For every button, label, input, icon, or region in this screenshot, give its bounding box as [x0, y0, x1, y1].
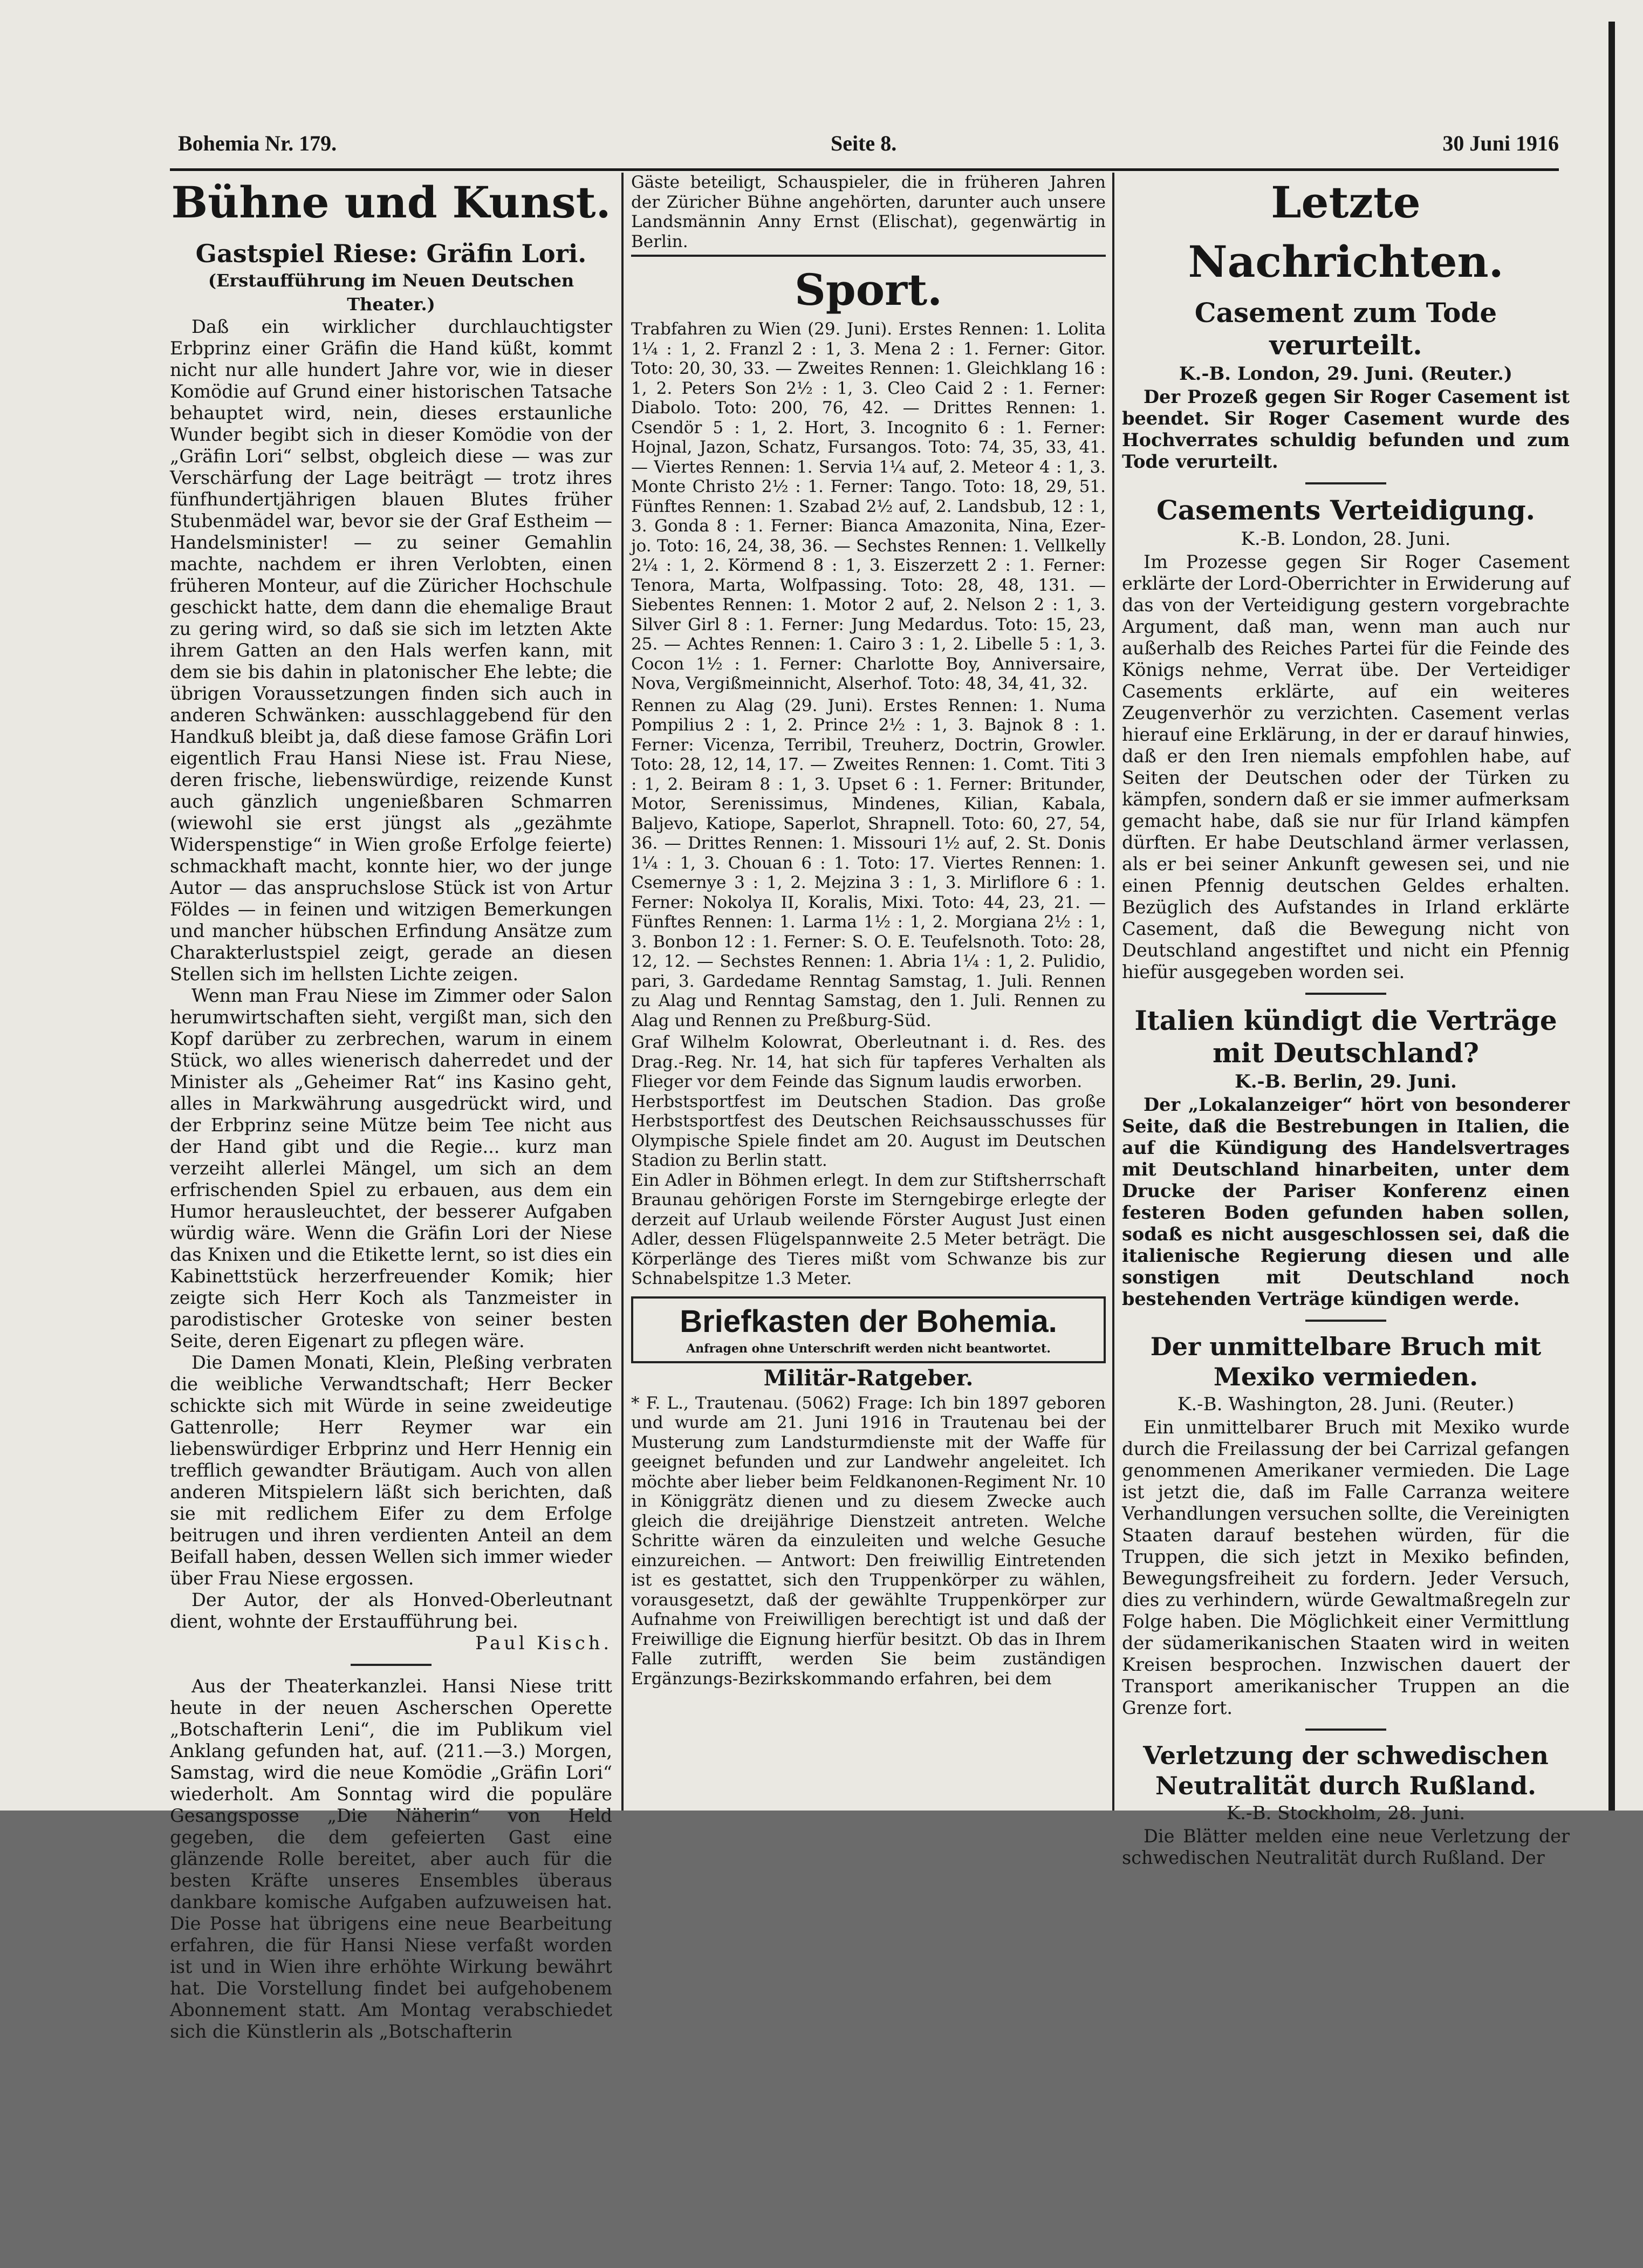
header-rule	[170, 168, 1559, 171]
article-headline: Italien kündigt die Verträge mit Deutschland?	[1134, 1005, 1557, 1069]
article-paragraph: * F. L., Trautenau. (5062) Frage: Ich bin 1897 geboren und wurde am 21. Juni 1916 in Trautenau bei der Musterung zum Landsturmdienste mit der Waffe für geeignet befunden und zur Landwehr angeleitet. Ich möchte aber lieber beim Feldkanonen-Regiment Nr. 10 in Königgrätz dienen und zu diesem Zwecke auch gleich die dreijährige Dienstzeit antreten. Welche Schritte wären da einzuleiten und welche Gesuche einzureichen. — Antwort: Den freiwillig Eintretenden ist es gestattet, sich den Truppenkörper zu wählen, vorausgesetzt, daß der gewählte Truppenkörper zur Aufnahme von Freiwilligen berechtigt ist und daß der Freiwillige die Eignung hierfür besitzt. Ob das in Ihrem Falle zutrifft, werden Sie beim zuständigen Ergänzungs-Bezirkskommando erfahren, bei dem	[631, 1393, 1106, 1689]
page-header	[178, 131, 1559, 163]
article-paragraph: Der Prozeß gegen Sir Roger Casement ist beendet. Sir Roger Casement wurde des Hochverrates schuldig befunden und zum Tode verurteilt.	[1122, 386, 1570, 472]
article-dateline: K.-B. Washington, 28. Juni. (Reuter.)	[1177, 1393, 1515, 1415]
article-paragraph: Die Damen Monati, Klein, Pleßing verbraten die weibliche Verwandtschaft; Herr Becker schickte sich mit Würde in seine zweideutige Gattenrolle; Herr Reymer war ein liebenswürdiger Erbprinz und Herr Hennig ein trefflich gewandter Bräutigam. Auch von allen anderen Mitspielern läßt sich berichten, daß sie mit redlichem Eifer zu dem Erfolge beitrugen und ihren verdienten Anteil an dem Beifall haben, dessen Wellen sich immer wieder über Frau Niese ergossen.	[170, 1352, 612, 1589]
separator	[631, 255, 1106, 257]
article-paragraph: Die Blätter melden eine neue Verletzung der schwedischen Neutralität durch Rußland. Der	[1122, 1826, 1570, 1868]
article-paragraph: Gäste beteiligt, Schauspieler, die in früheren Jahren der Züricher Bühne angehörten, darunter auch unsere Landsmännin Anny Ernst (Elischat), gegenwärtig in Berlin.	[631, 173, 1106, 251]
column-divider	[621, 173, 624, 1811]
article-dateline: K.-B. Berlin, 29. Juni.	[1235, 1071, 1457, 1092]
article-paragraph: Aus der Theaterkanzlei. Hansi Niese tritt heute in der neuen Ascherschen Operette „Botschafterin Leni“, die im Publikum viel Anklang gefunden hat, auf. (211.—3.) Morgen, Samstag, wird die neue Komödie „Gräfin Lori“ wiederholt. Am Sonntag wird die populäre Gesangsposse „Die Näherin“ von Held gegeben, die dem gefeierten Gast eine glänzende Rolle bereitet, aber auch für die besten Kräfte unseres Ensembles überaus dankbare komische Aufgaben aufzuweisen hat. Die Posse hat übrigens eine neue Bearbeitung erfahren, die für Hansi Niese verfaßt worden ist und in Wien ihre erhöhte Wirkung bewährt hat. Die Vorstellung findet bei aufgehobenem Abonnement statt. Am Montag verabschiedet sich die Künstlerin als „Botschafterin	[170, 1676, 612, 2042]
briefkasten-box	[631, 1296, 1106, 1363]
separator	[1305, 1729, 1386, 1731]
article-paragraph: Ein Adler in Böhmen erlegt. In dem zur Stiftsherrschaft Braunau gehörigen Forste im Sterngebirge erlegte der derzeit auf Urlaub weilende Förster August Just einen Adler, dessen Flügelspannweite 2.5 Meter beträgt. Die Körperlänge des Tieres mißt vom Schwanze bis zur Schnabelspitze 1.3 Meter.	[631, 1170, 1106, 1288]
column-divider	[1112, 173, 1114, 1811]
header-page-number: Seite 8.	[831, 131, 897, 155]
column-sport	[631, 173, 1106, 1811]
box-note: Anfragen ohne Unterschrift werden nicht beantwortet.	[686, 1341, 1051, 1356]
column-buehne-und-kunst	[170, 173, 612, 2042]
article-paragraph: Rennen zu Alag (29. Juni). Erstes Rennen: 1. Numa Pompilius 2 : 1, 2. Prince 2½ : 1, 3. Bajnok 8 : 1. Ferner: Vicenza, Terribil, Treuherz, Doctrin, Growler. Toto: 28, 12, 14, 17. — Zweites Rennen: 1. Comt. Titi 3 : 1, 2. Beiram 8 : 1, 3. Upset 6 : 1. Ferner: Britunder, Motor, Serenissimus, Mindenes, Kilian, Kabala, Baljevo, Katiope, Saperlot, Shrapnell. Toto: 60, 27, 54, 36. — Drittes Rennen: 1. Missouri 1½ auf, 2. St. Donis 1¼ : 1, 3. Chouan 6 : 1. Toto: 17. Viertes Rennen: 1. Csemernye 3 : 1, 2. Mejzina 3 : 1, 3. Mirliflore 6 : 1. Ferner: Nokolya II, Koralis, Mixi. Toto: 44, 23, 21. — Fünftes Rennen: 1. Larma 1½ : 1, 2. Morgiana 2½ : 1, 3. Bonbon 12 : 1. Ferner: S. O. E. Teufelsnoth. Toto: 28, 12, 12. — Sechstes Rennen: 1. Abria 1¼ : 1, 2. Pulidio, pari, 3. Gardedame Renntag Samstag, 1. Juli. Rennen zu Alag und Renntag Samstag, den 1. Juli. Rennen zu Alag und Rennen zu Preßburg-Süd.	[631, 695, 1106, 1030]
binding-edge	[1608, 22, 1615, 1811]
section-title: Letzte Nachrichten.	[1188, 177, 1504, 287]
separator	[1305, 993, 1386, 995]
article-paragraph: Ein unmittelbarer Bruch mit Mexiko wurde durch die Freilassung der bei Carrizal gefangen genommenen Amerikaner vermieden. Die Lage ist jetzt die, daß im Falle Carranza weitere Verhandlungen versuchen sollte, die Vereinigten Staaten darauf bestehen würden, für die Truppen, die sich jetzt in Mexiko befinden, Bewegungsfreiheit zu fordern. Jeder Versuch, dies zu verhindern, würde Gewaltmaßregeln zur Folge haben. Die Möglichkeit einer Vermittlung der südamerikanischen Staaten wird in weiten Kreisen besprochen. Inzwischen dauert der Transport amerikanischer Truppen an die Grenze fort.	[1122, 1417, 1570, 1718]
separator	[1305, 1320, 1386, 1322]
article-headline: Casements Verteidigung.	[1156, 494, 1536, 526]
article-paragraph: Wenn man Frau Niese im Zimmer oder Salon herumwirtschaften sieht, vergißt man, sich den Kopf darüber zu zerbrechen, warum in einem Stück, wo alles wienerisch daherredet und der Minister als „Geheimer Rat“ ins Kasino geht, alles in Markwährung ausgedrückt wird, und der Erbprinz seine Mütze beim Tee nicht aus der Hand gibt und die Regie... kurz man verzeiht allerlei Mängel, um sich an dem erfrischenden Spiel zu erbauen, aus dem ein Humor herausleuchtet, der besserer Aufgaben würdig wäre. Wenn die Gräfin Lori der Niese das Knixen und die Etikette lernt, so ist dies ein Kabinettstück herzerfreuender Komik; hier zeigte sich Herr Koch als Tanzmeister in parodistischer Groteske von seiner besten Seite, deren Eigenart zu pflegen wäre.	[170, 985, 612, 1351]
article-paragraph: Trabfahren zu Wien (29. Juni). Erstes Rennen: 1. Lolita 1¼ : 1, 2. Franzl 2 : 1, 3. Mena 2 : 1. Ferner: Gitor. Toto: 20, 30, 33. — Zweites Rennen: 1. Gleichklang 16 : 1, 2. Peters Son 2½ : 1, 3. Cleo Caid 2 : 1. Ferner: Diabolo. Toto: 200, 76, 42. — Drittes Rennen: 1. Csendör 5 : 1, 2. Hort, 3. Incognito 6 : 1. Ferner: Hojnal, Jazon, Schatz, Fursangos. Toto: 74, 35, 33, 41. — Viertes Rennen: 1. Servia 1¼ auf, 2. Meteor 4 : 1, 3. Monte Christo 2½ : 1. Ferner: Tango. Toto: 18, 29, 51. Fünftes Rennen: 1. Szabad 2½ auf, 2. Landsbub, 12 : 1, 3. Gonda 8 : 1. Ferner: Bianca Amazonita, Nina, Ezer-jo. Toto: 16, 24, 38, 36. — Sechstes Rennen: 1. Vellkelly 2¼ : 1, 2. Körmend 8 : 1, 3. Eiszerzett 2 : 1. Ferner: Tenora, Marta, Wolfpassing. Toto: 28, 48, 131. — Siebentes Rennen: 1. Motor 2 auf, 2. Nelson 2 : 1, 3. Silver Girl 8 : 1. Ferner: Jung Medardus. Toto: 15, 23, 25. — Achtes Rennen: 1. Cairo 3 : 1, 2. Libelle 5 : 1, 3. Cocon 1½ : 1. Ferner: Charlotte Boy, Anniversaire, Nova, Vergißmeinnicht, Alserhof. Toto: 48, 34, 41, 32.	[631, 319, 1106, 693]
article-paragraph: Herbstsportfest im Deutschen Stadion. Das große Herbstsportfest des Deutschen Reichsausschusses für Olympische Spiele findet am 20. August im Deutschen Stadion zu Berlin statt.	[631, 1091, 1106, 1170]
header-issue: Bohemia Nr. 179.	[178, 131, 337, 155]
subsection-title: Militär-Ratgeber.	[763, 1365, 974, 1391]
article-paragraph: Im Prozesse gegen Sir Roger Casement erklärte der Lord-Oberrichter in Erwiderung auf das von der Verteidigung gestern vorgebrachte Argument, daß man, wenn man auch nur außerhalb des Reiches Partei für die Feinde des Königs nehme, Verrat übe. Der Verteidiger Casements erklärte, auf ein weiteres Zeugenverhör zu verzichten. Casement verlas hierauf eine Erklärung, in der er darauf hinwies, daß er den Iren niemals empfohlen habe, auf Seiten der Deutschen oder der Türken zu kämpfen, sondern daß er sie immer aufmerksam gemacht habe, daß sie nur für Irland kämpfen dürften. Er habe Deutschland ärmer verlassen, als er bei seiner Ankunft gewesen sei, und nie einen Pfennig deutschen Geldes erhalten. Bezüglich des Aufstandes in Irland erklärte Casement, daß die Bewegung nicht von Deutschland angestiftet und nicht ein Pfennig hiefür ausgegeben worden sei.	[1122, 551, 1570, 982]
article-dateline: (Erstaufführung im Neuen Deutschen Theater.)	[208, 270, 574, 315]
article-paragraph: Graf Wilhelm Kolowrat, Oberleutnant i. d. Res. des Drag.-Reg. Nr. 14, hat sich für tapferes Verhalten als Flieger vor dem Feinde das Signum laudis erworben.	[631, 1033, 1106, 1091]
article-headline: Verletzung der schwedischen Neutralität durch Rußland.	[1143, 1741, 1549, 1800]
section-title: Bühne und Kunst.	[171, 177, 611, 228]
article-author: Paul Kisch.	[475, 1632, 612, 1654]
separator	[351, 1664, 432, 1666]
article-headline: Casement zum Tode verurteilt.	[1194, 297, 1497, 361]
article-dateline: K.-B. London, 29. Juni. (Reuter.)	[1179, 363, 1512, 385]
article-headline: Gastspiel Riese: Gräfin Lori.	[195, 239, 587, 268]
section-title: Sport.	[794, 264, 943, 315]
article-paragraph: Daß ein wirklicher durchlauchtigster Erbprinz einer Gräfin die Hand küßt, kommt nicht nur alle hundert Jahre vor, wie in dieser Komödie auf Grund einer historischen Tatsache behauptet wird, nein, dieses erstaunliche Wunder begibt sich in dieser Komödie von der „Gräfin Lori“ selbst, obgleich diese — was zur Verschärfung der Lage beiträgt — trotz ihres fünfhundertjährigen blauen Blutes früher Stubenmädel war, bevor sie der Graf Estheim — Handelsminister! — zu seiner Gemahlin machte, nachdem er ihren Verlobten, einen früheren Monteur, auf die Züricher Hochschule geschickt hatte, dem dann die ehemalige Braut zu gering wird, so daß sie sich im letzten Akte ihrem Gatten an den Hals werfen kann, mit dem sie bis dahin in platonischer Ehe lebte; die übrigen Voraussetzungen finden sich auch in anderen Schwänken: ausschlaggebend für den Handkuß bleibt ja, daß diese famose Gräfin Lori eigentlich Frau Hansi Niese ist. Frau Niese, deren frische, liebenswürdige, reizende Kunst auch gänzlich ungenießbaren Schmarren (wiewohl sie erst jüngst als „gezähmte Widerspenstige“ in Wien große Erfolge feierte) schmackhaft macht, konnte hier, wo der junge Autor — das anspruchslose Stück ist von Artur Földes — in feinen und witzigen Bemerkungen und mancher hübschen Erfindung Ansätze zum Charakterlustspiel zeigt, gerade an diesen Stellen sich im hellsten Lichte zeigen.	[170, 316, 612, 985]
header-date: 30 Juni 1916	[1442, 131, 1559, 155]
article-paragraph: Der Autor, der als Honved-Oberleutnant dient, wohnte der Erstaufführung bei.	[170, 1589, 612, 1632]
article-dateline: K.-B. London, 28. Juni.	[1241, 528, 1451, 550]
article-paragraph: Der „Lokalanzeiger“ hört von besonderer Seite, daß die Bestrebungen in Italien, die auf die Kündigung des Handelsvertrages mit Deutschland hinarbeiten, unter dem Drucke der Pariser Konferenz einen festeren Boden gefunden haben sollen, sodaß es nicht ausgeschlossen sei, daß die italienische Regierung diesen und alle sonstigen mit Deutschland noch bestehenden Verträge kündigen werde.	[1122, 1094, 1570, 1309]
separator	[1305, 482, 1386, 484]
column-letzte-nachrichten	[1122, 173, 1570, 1868]
article-dateline: K.-B. Stockholm, 28. Juni.	[1226, 1802, 1466, 1824]
article-headline: Der unmittelbare Bruch mit Mexiko vermieden.	[1150, 1332, 1542, 1391]
box-title: Briefkasten der Bohemia.	[680, 1303, 1057, 1339]
